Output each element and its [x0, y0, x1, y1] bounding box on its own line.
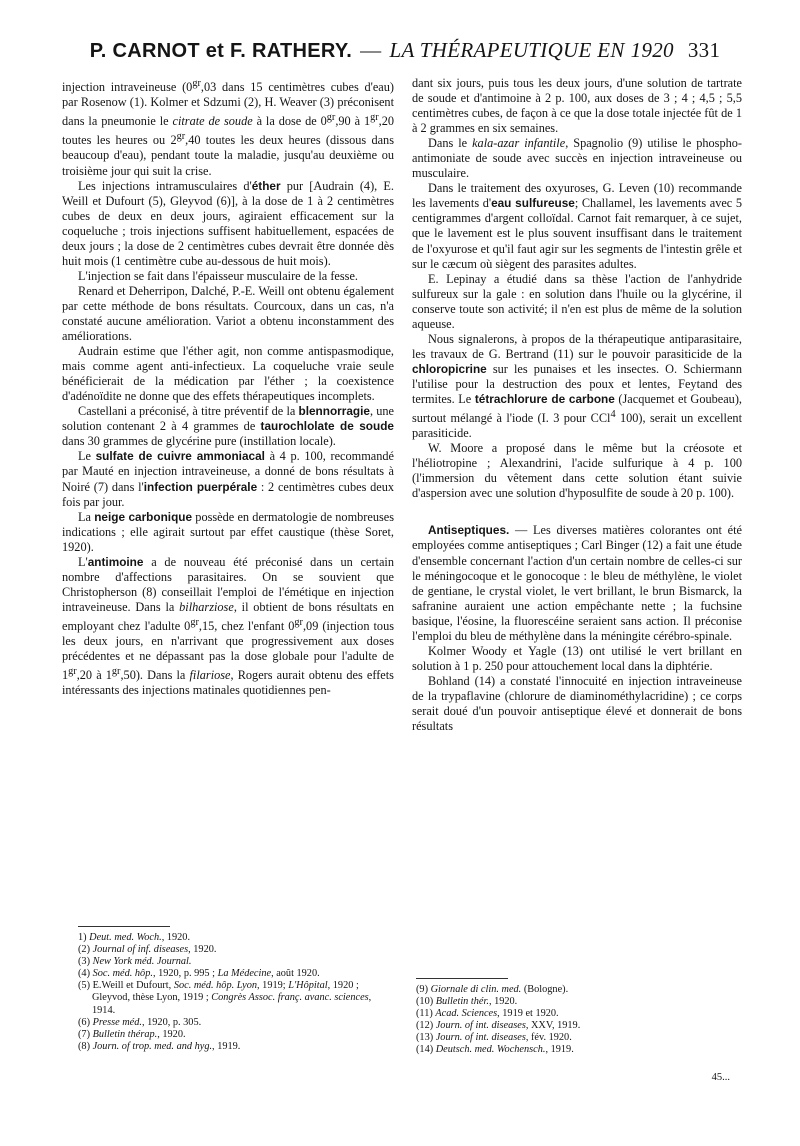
footnote: (3) New York méd. Journal.	[78, 956, 192, 968]
right_column-paragraph: dant six jours, puis tous les deux jours, d'une solution de tartrate de soude et d'antimoine à 2 p. 100, aux doses de 3 ; 4 ; 4,5 ; 5,5 centimètres cubes, de façon à ce que la dose totale injectée fût de 1 à 2 grammes en six semaines.	[412, 76, 742, 136]
page-number: 331	[687, 38, 721, 62]
right_column-paragraph: Dans le kala-azar infantile, Spagnolio (9) utilise le phospho-antimoniate de soude avec succès en injection intraveineuse ou musculaire.	[412, 136, 743, 181]
footnote: (11) Acad. Sciences, 1919 et 1920.	[416, 1008, 559, 1020]
right_column-paragraph: Antiseptiques. — Les diverses matières colorantes ont été employées comme antiseptiques ; Carl Binger (12) a fait une étude d'ensemble concernant l'action d'un certain nombre de celles-ci sur le méningocoque et le gonocoque : le bleu de méthylène, le violet de gentiane, le crystal violet, le vert brillant, le brun Bismarck, la safranine auraient une action empêchante nette ; la fuchsine basique, l'éosine, la fluorescéine seraient sans action. Il préconise l'emploi du bleu de méthylène dans la méningite cérébro-spinale.	[412, 523, 742, 643]
printer-signature: 45...	[711, 1072, 730, 1083]
footnote-rule-left	[78, 926, 170, 927]
left-column	[62, 76, 394, 698]
right_column-paragraph: W. Moore a proposé dans le même but la créosote et l'héliotropine ; Alexandrini, l'acide sulfurique à 4 p. 100 (l'immersion du vêtement dans cette solution étant suivie d'aspersion avec une solution d'hyposulfite de soude à 20 p. 100).	[412, 441, 742, 501]
footnote: (7) Bulletin thérap., 1920.	[78, 1028, 186, 1040]
footnote: 1) Deut. med. Woch., 1920.	[78, 932, 191, 943]
footnotes-right	[416, 984, 736, 1057]
footnote: (8) Journ. of trop. med. and hyg., 1919.	[78, 1040, 241, 1052]
footnote: (13) Journ. of int. diseases, fév. 1920.	[416, 1032, 572, 1044]
left_column-paragraph: Castellani a préconisé, à titre préventif de la blennorragie, une solution contenant 2 à 4 grammes de taurochlolate de soude dans 30 grammes de glycérine pure (instillation locale).	[62, 404, 394, 449]
left_column-paragraph: Renard et Deherripon, Dalché, P.-E. Weill ont obtenu également par cette méthode de bons résultats. Courcoux, dans un cas, n'a constaté aucune amélioration. Variot a obtenu inconstamment des améliorations.	[62, 283, 394, 344]
running-header	[60, 38, 750, 74]
left_column-paragraph: Audrain estime que l'éther agit, non comme antispasmodique, mais comme agent anti-infectieux. La coqueluche vraie seule bénéficierait de la médication par l'éther ; la coexistence d'adénoïdite ne donne que des effets thérapeutiques incomplets.	[62, 344, 394, 404]
header-title: LA THÉRAPEUTIQUE EN	[389, 38, 625, 62]
right_column-paragraph: E. Lepinay a étudié dans sa thèse l'action de l'anhydride sulfureux sur la gale : en solution dans l'huile ou la glycérine, il conserve toute son activité; il n'en est plus de même de la solution aqueuse.	[412, 271, 742, 331]
footnote: (2) Journal of inf. diseases, 1920.	[78, 944, 217, 956]
left_column-paragraph: L'injection se fait dans l'épaisseur musculaire de la fesse.	[78, 268, 358, 283]
header-separator: —	[360, 38, 382, 62]
left_column-paragraph: La neige carbonique possède en dermatologie de nombreuses indications ; elle agirait surtout par effet caustique (thèse Soret, 1920).	[62, 509, 395, 554]
footnote: (4) Soc. méd. hôp., 1920, p. 995 ; La Médecine, août 1920.	[78, 968, 320, 980]
footnote: (10) Bulletin thér., 1920.	[416, 996, 518, 1008]
left_column-paragraph: injection intraveineuse ($0^{gr},03$ dans 15 centimètres cubes d'eau) par Rosenow (1). Kolmer et Sdzumi (2), H. Weaver (3) préconisent dans la pneumonie le citrate de soude à la dose de $0^{gr},90$ à $1^{gr},20$ toutes les heures ou $2^{gr},40$ toutes les deux heures (dissous dans beaucoup d'eau), pendant toute la maladie, jusqu'au deuxième ou troisième jour qui suit la crise.	[62, 78, 395, 178]
footnote: (14) Deutsch. med. Wochensch., 1919.	[416, 1044, 574, 1056]
footnote: (12) Journ. of int. diseases, XXV, 1919.	[416, 1020, 581, 1032]
header-year: 1920	[630, 38, 674, 62]
right_column-paragraph: Kolmer Woody et Yagle (13) ont utilisé le vert brillant en solution à 1 p. 250 pour attouchement local dans la diphtérie.	[412, 643, 742, 673]
right-column	[412, 76, 742, 734]
right_column-paragraph: Nous signalerons, à propos de la thérapeutique antiparasitaire, les travaux de G. Bertrand (11) sur le pouvoir parasiticide de la chloropicrine sur les punaises et les insectes. O. Schiermann l'utilise pour la destruction des poux et lentes, Feytand des termites. Le tétrachlorure de carbone (Jacquemet et Goubeau), surtout mélangé à l'iode (I. 3 pour CCl$^4$ 100), serait un excellent parasiticide.	[412, 331, 742, 441]
left_column-paragraph: Les injections intramusculaires d'éther pur [Audrain (4), E. Weill et Dufourt (5), Gleyvod (6)], à la dose de 1 à 2 centimètres cubes de deux en deux jours, agiraient efficacement sur la coqueluche ; trois injections suffisent habituellement, espacées de deux jours ; la dose de 2 centimètres cubes devrait être donnée dès huit mois (1 centimètre cube au-dessous de huit mois).	[62, 178, 394, 268]
left_column-paragraph: L'antimoine a de nouveau été préconisé dans un certain nombre d'affections parasitaires. On se souvient que Christopherson (8) conseillait l'emploi de l'émétique en injection intraveineuse. Dans la bilharziose, il obtient de bons résultats en employant chez l'adulte $0^{gr},15$, chez l'enfant $0^{gr},09$ (injection tous les deux jours, en n'arrivant que progressivement aux doses précédentes et ne dépassant pas la dose globale pour l'adulte de $1^{gr},20$ à $1^{gr},50$). Dans la filariose, Rogers aurait obtenu des effets intéressants des injections matinales quotidiennes pen-	[62, 554, 395, 698]
right_column-paragraph: Dans le traitement des oxyuroses, G. Leven (10) recommande les lavements d'eau sulfureuse; Challamel, les lavements avec 5 centigrammes d'argent colloïdal. Carnot fait remarquer, à ce sujet, que le lavement est le plus souvent insuffisant dans le traitement de l'oxyurose et qu'il faut agir sur les segments de l'intestin grêle et sur le cæcum où siègent des parasites adultes.	[412, 181, 742, 271]
footnotes-left	[78, 932, 396, 1053]
footnote-rule-right	[416, 978, 508, 979]
header-authors: P. CARNOT et F. RATHERY.	[89, 40, 353, 62]
left_column-paragraph: Le sulfate de cuivre ammoniacal à 4 p. 100, recommandé par Mauté en injection intraveineuse, a donné de bons résultats à Noiré (7) dans l'infection puerpérale : 2 centimètres cubes deux fois par jour.	[62, 449, 394, 509]
right_column-paragraph: Bohland (14) a constaté l'innocuité en injection intraveineuse de la trypaflavine (chlorure de diaminométhylacridine) ; ce corps serait doué d'un pouvoir antiseptique élevé et donnerait de bons résultats	[412, 673, 742, 734]
footnote: (9) Giornale di clin. med. (Bologne).	[416, 984, 569, 995]
footnote: (5) E.Weill et Dufourt, Soc. méd. hôp. Lyon, 1919; L'Hôpital, 1920 ; Gleyvod, thèse Lyon, 1919 ; Congrès Assoc. franç. avanc. sciences, 1914.	[78, 980, 372, 1016]
footnote: (6) Presse méd., 1920, p. 305.	[78, 1016, 202, 1028]
